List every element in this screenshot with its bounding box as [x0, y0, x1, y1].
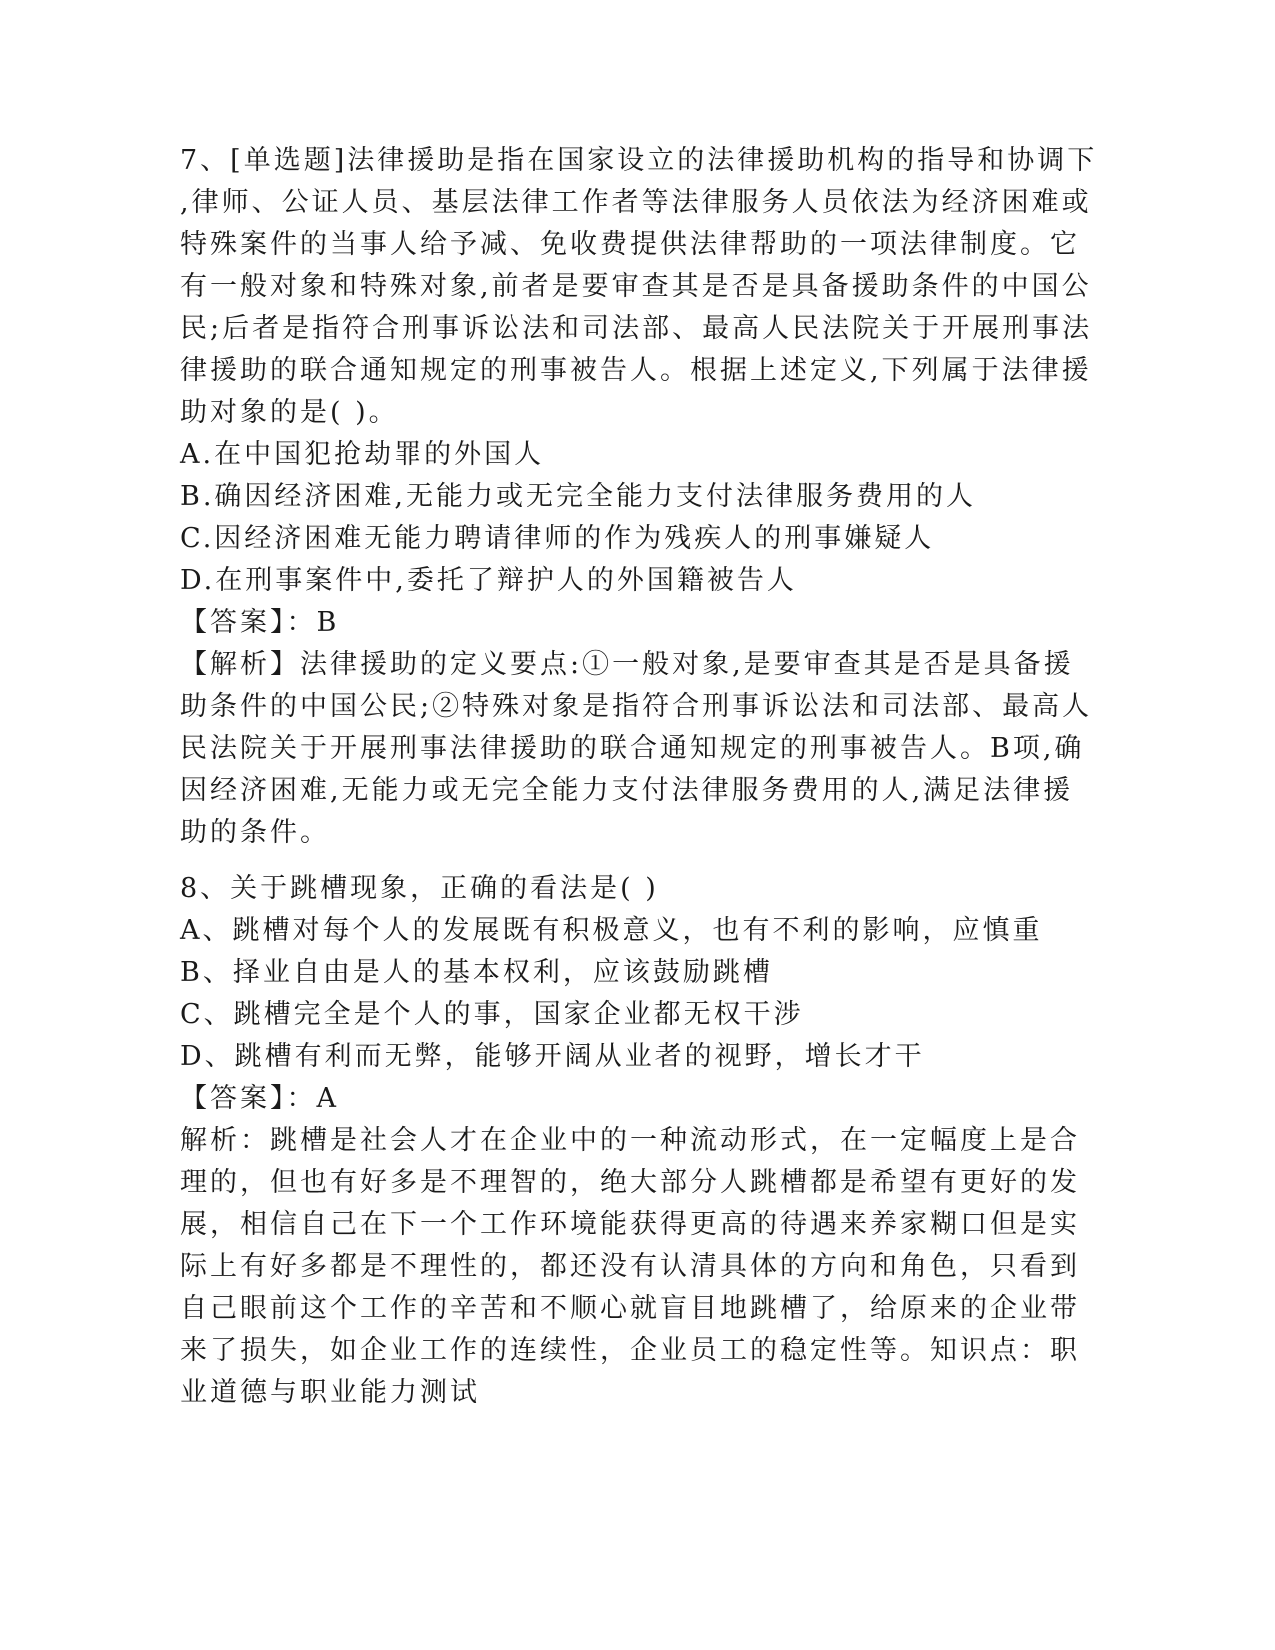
option-b: B.确因经济困难,无能力或无完全能力支付法律服务费用的人: [180, 481, 977, 512]
question-stem: [180, 140, 1098, 434]
option-list: [180, 434, 1050, 602]
stem-line: 有一般对象和特殊对象,前者是要审查其是否是具备援助条件的中国公: [180, 271, 1092, 302]
question-7: [180, 140, 1098, 854]
analysis: [180, 1120, 1080, 1414]
option-a: A.在中国犯抢劫罪的外国人: [180, 439, 545, 470]
document-page: [180, 140, 1098, 1414]
stem-line: 律援助的联合通知规定的刑事被告人。根据上述定义,下列属于法律援: [180, 355, 1092, 386]
stem-line: 助对象的是( )。: [180, 397, 399, 428]
option-d: D、跳槽有利而无弊，能够开阔从业者的视野，增长才干: [180, 1041, 925, 1072]
stem-line: 民;后者是指符合刑事诉讼法和司法部、最高人民法院关于开展刑事法: [180, 313, 1093, 344]
stem-line: 7、[单选题]法律援助是指在国家设立的法律援助机构的指导和协调下: [180, 145, 1098, 176]
question-stem: [180, 868, 1050, 910]
analysis-line: 民法院关于开展刑事法律援助的联合通知规定的刑事被告人。B项,确: [180, 733, 1085, 764]
analysis-line: 助的条件。: [180, 817, 330, 848]
stem-line: 8、关于跳槽现象，正确的看法是( ): [180, 873, 659, 904]
analysis-line: 来了损失，如企业工作的连续性，企业员工的稳定性等。知识点：职: [180, 1335, 1080, 1366]
analysis-line: 业道德与职业能力测试: [180, 1377, 480, 1408]
answer-line: 【答案】：B: [180, 607, 340, 638]
option-b: B、择业自由是人的基本权利，应该鼓励跳槽: [180, 957, 773, 988]
stem-line: 特殊案件的当事人给予减、免收费提供法律帮助的一项法律制度。它: [180, 229, 1080, 260]
option-list: [180, 910, 1050, 1078]
question-8: [180, 868, 1080, 1414]
analysis-line: 因经济困难,无能力或无完全能力支付法律服务费用的人,满足法律援: [180, 775, 1074, 806]
analysis-line: 际上有好多都是不理性的，都还没有认清具体的方向和角色，只看到: [180, 1251, 1080, 1282]
analysis: [180, 644, 1093, 854]
analysis-line: 助条件的中国公民;②特殊对象是指符合刑事诉讼法和司法部、最高人: [180, 691, 1093, 722]
option-c: C、跳槽完全是个人的事，国家企业都无权干涉: [180, 999, 804, 1030]
option-a: A、跳槽对每个人的发展既有积极意义，也有不利的影响，应慎重: [180, 915, 1043, 946]
answer-line: 【答案】：A: [180, 1083, 339, 1114]
stem-line: ,律师、公证人员、基层法律工作者等法律服务人员依法为经济困难或: [180, 187, 1092, 218]
analysis-line: 理的，但也有好多是不理智的，绝大部分人跳槽都是希望有更好的发: [180, 1167, 1080, 1198]
analysis-line: 自己眼前这个工作的辛苦和不顺心就盲目地跳槽了，给原来的企业带: [180, 1293, 1080, 1324]
option-c: C.因经济困难无能力聘请律师的作为残疾人的刑事嫌疑人: [180, 523, 935, 554]
analysis-line: 展，相信自己在下一个工作环境能获得更高的待遇来养家糊口但是实: [180, 1209, 1080, 1240]
analysis-line: 【解析】法律援助的定义要点:①一般对象,是要审查其是否是具备援: [180, 649, 1074, 680]
analysis-line: 解析：跳槽是社会人才在企业中的一种流动形式，在一定幅度上是合: [180, 1125, 1080, 1156]
option-d: D.在刑事案件中,委托了辩护人的外国籍被告人: [180, 565, 797, 596]
